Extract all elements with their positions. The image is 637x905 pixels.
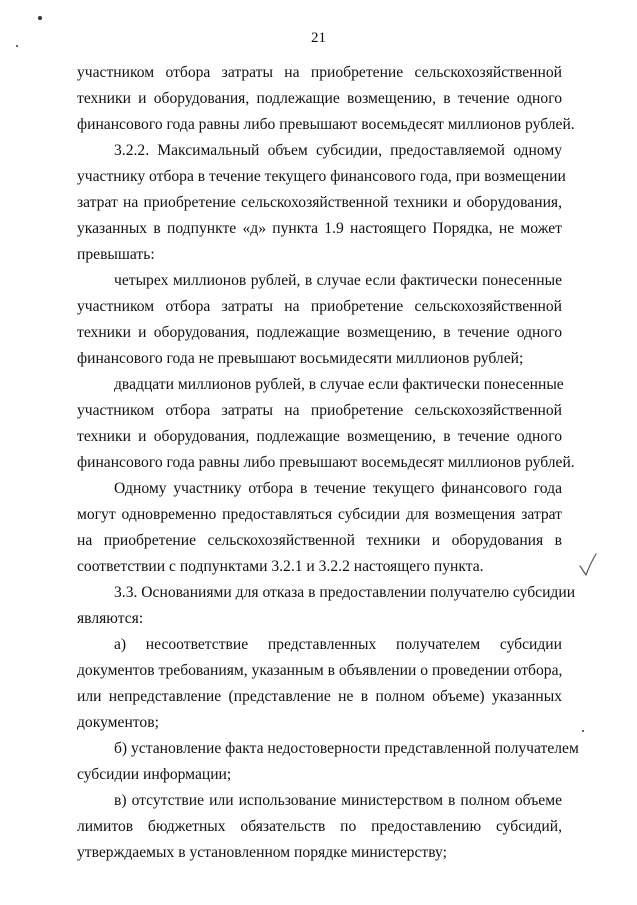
text-line: финансового года равны либо превышают восемьдесят миллионов рублей.	[77, 454, 575, 471]
text-line: участником отбора затраты на приобретение сельскохозяйственной	[77, 298, 562, 315]
text-line: двадцати миллионов рублей, в случае если фактически понесенные	[114, 376, 564, 393]
text-line: техники и оборудования, подлежащие возмещению, в течение одного	[77, 324, 562, 341]
scan-speck	[38, 16, 42, 20]
text-line: техники и оборудования, подлежащие возмещению, в течение одного	[77, 90, 562, 107]
handwritten-check-mark-icon	[578, 552, 598, 578]
text-line: документов;	[77, 714, 159, 731]
text-line: финансового года равны либо превышают восемьдесят миллионов рублей.	[77, 116, 575, 133]
text-line: превышать:	[77, 246, 155, 263]
text-line: финансового года не превышают восьмидесяти миллионов рублей;	[77, 350, 524, 367]
text-line: четырех миллионов рублей, в случае если фактически понесенные	[114, 272, 562, 289]
text-line: лимитов бюджетных обязательств по предоставлению субсидий,	[77, 818, 562, 835]
text-line: Одному участнику отбора в течение текущего финансового года	[114, 480, 562, 497]
text-line: или непредставление (представление не в полном объеме) указанных	[77, 688, 562, 705]
text-line: на приобретение сельскохозяйственной техники и оборудования в	[77, 532, 562, 549]
text-line: а) несоответствие представленных получателем субсидии	[114, 636, 562, 653]
text-line: участником отбора затраты на приобретение сельскохозяйственной	[77, 64, 562, 81]
text-line: соответствии с подпунктами 3.2.1 и 3.2.2 настоящего пункта.	[77, 558, 484, 575]
text-line: затрат на приобретение сельскохозяйственной техники и оборудования,	[77, 194, 562, 211]
page-number: 21	[311, 30, 326, 46]
text-line: могут одновременно предоставляться субсидии для возмещения затрат	[77, 506, 562, 523]
text-line: документов требованиям, указанным в объявлении о проведении отбора,	[77, 662, 563, 679]
text-line: 3.3. Основаниями для отказа в предоставлении получателю субсидии	[114, 584, 576, 601]
text-line: 3.2.2. Максимальный объем субсидии, предоставляемой одному	[114, 142, 562, 159]
text-line: являются:	[77, 610, 144, 627]
text-line: в) отсутствие или использование министерством в полном объеме	[114, 792, 562, 809]
text-line: указанных в подпункте «д» пункта 1.9 настоящего Порядка, не может	[77, 220, 562, 237]
scan-speck	[16, 45, 18, 47]
text-line: утверждаемых в установленном порядке министерству;	[77, 844, 447, 861]
text-line: б) установление факта недостоверности представленной получателем	[114, 740, 579, 757]
text-line: субсидии информации;	[77, 766, 232, 783]
text-line: участником отбора затраты на приобретение сельскохозяйственной	[77, 402, 562, 419]
scan-speck	[582, 730, 584, 732]
text-line: техники и оборудования, подлежащие возмещению, в течение одного	[77, 428, 562, 445]
text-line: участнику отбора в течение текущего финансового года, при возмещении	[77, 168, 566, 185]
